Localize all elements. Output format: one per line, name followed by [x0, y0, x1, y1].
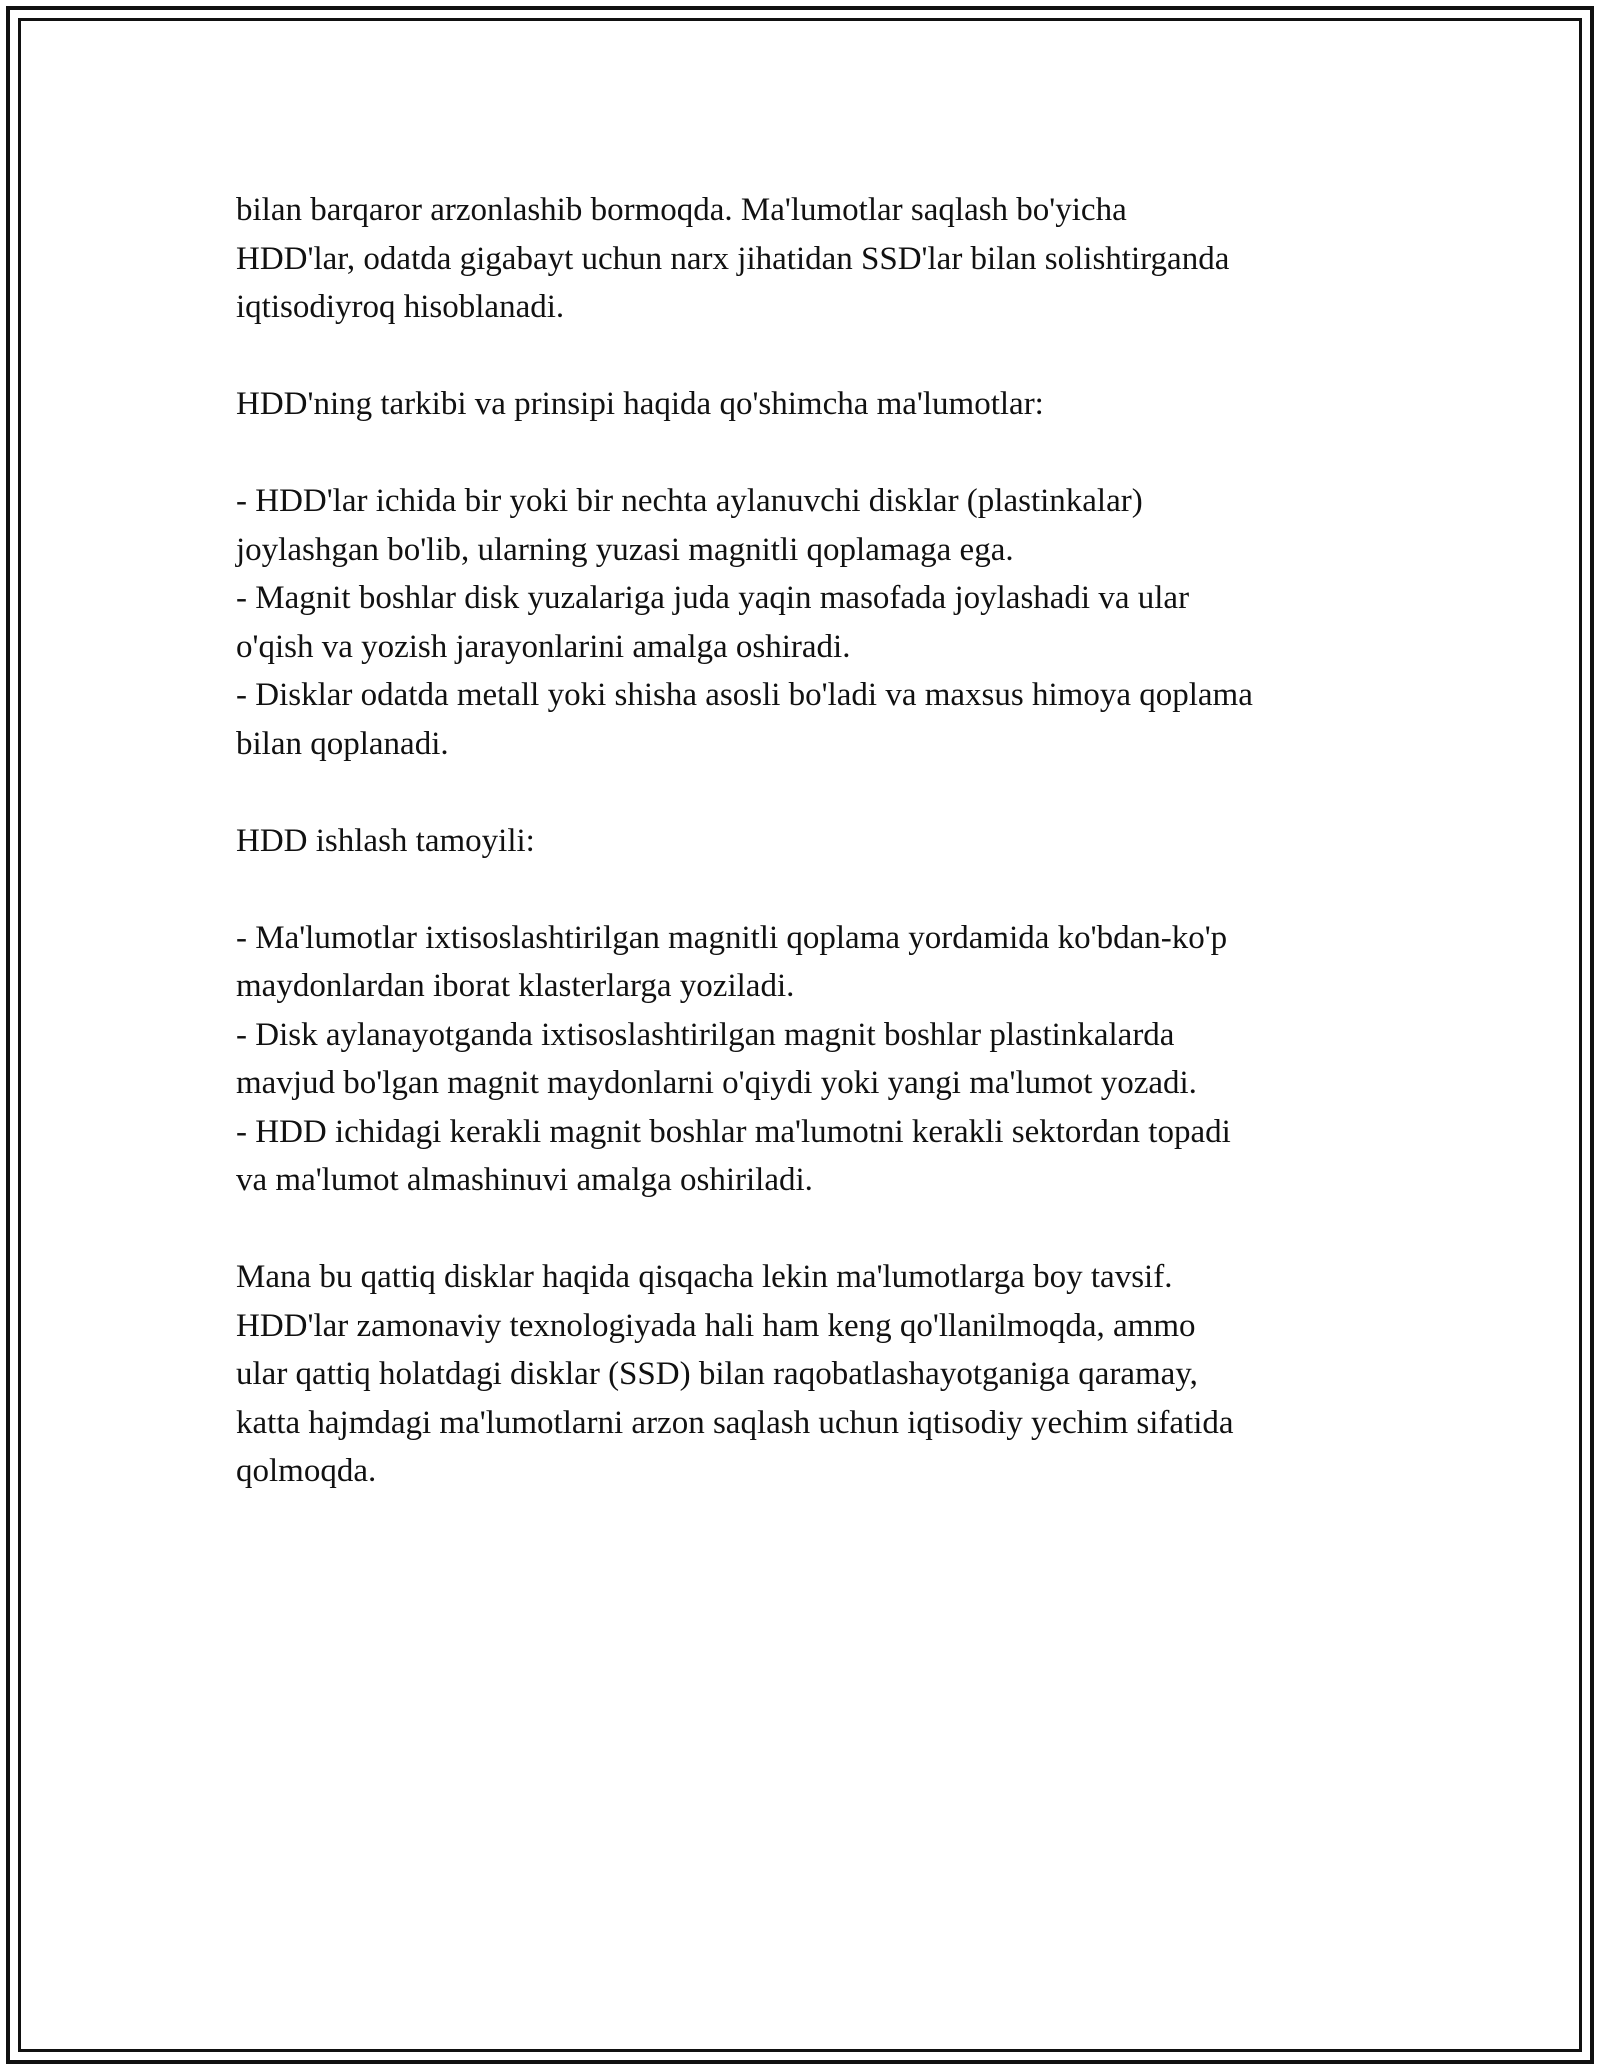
list-item-line: - HDD'lar ichida bir yoki bir nechta aylanuvchi disklar (plastinkalar)	[236, 483, 1143, 519]
list-item-line: - Disklar odatda metall yoki shisha asosli bo'ladi va maxsus himoya qoplama	[236, 677, 1253, 713]
paragraph-gap	[236, 429, 1396, 478]
text-line: katta hajmdagi ma'lumotlarni arzon saqlash uchun iqtisodiy yechim sifatida	[236, 1404, 1234, 1441]
paragraph-gap	[236, 865, 1396, 914]
text-line: ular qattiq holatdagi disklar (SSD) bilan raqobatlashayotganiga qaramay,	[236, 1356, 1198, 1392]
paragraph-principle-heading	[236, 817, 1396, 866]
list-item-line: - Ma'lumotlar ixtisoslashtirilgan magnitli qoplama yordamida ko'bdan-ko'p	[236, 919, 1228, 956]
text-line: Mana bu qattiq disklar haqida qisqacha lekin ma'lumotlarga boy tavsif.	[236, 1259, 1173, 1295]
document-body	[236, 186, 1396, 1496]
paragraph-structure-heading	[236, 380, 1396, 429]
list-item-line: - Magnit boshlar disk yuzalariga juda yaqin masofada joylashadi va ular	[236, 580, 1190, 616]
list-item-line: mavjud bo'lgan magnit maydonlarni o'qiydi yoki yangi ma'lumot yozadi.	[236, 1065, 1197, 1101]
section-heading: HDD'ning tarkibi va prinsipi haqida qo'shimcha ma'lumotlar:	[236, 386, 1044, 422]
list-item-line: - Disk aylanayotganda ixtisoslashtirilgan magnit boshlar plastinkalarda	[236, 1016, 1175, 1053]
text-line: bilan barqaror arzonlashib bormoqda. Ma'lumotlar saqlash bo'yicha	[236, 192, 1127, 228]
list-item-line: maydonlardan iborat klasterlarga yoziladi.	[236, 968, 795, 1004]
text-line: qolmoqda.	[236, 1453, 377, 1489]
paragraph-gap	[236, 768, 1396, 817]
paragraph-gap	[236, 332, 1396, 381]
list-item-line: va ma'lumot almashinuvi amalga oshiriladi.	[236, 1162, 813, 1198]
text-line: iqtisodiyroq hisoblanadi.	[236, 289, 565, 325]
paragraph-conclusion	[236, 1253, 1396, 1496]
section-heading: HDD ishlash tamoyili:	[236, 822, 535, 859]
list-item-line: bilan qoplanadi.	[236, 725, 449, 762]
paragraph-gap	[236, 1205, 1396, 1254]
text-line: HDD'lar zamonaviy texnologiyada hali ham keng qo'llanilmoqda, ammo	[236, 1307, 1196, 1344]
paragraph-storage-cost	[236, 186, 1396, 332]
list-principle	[236, 914, 1396, 1205]
list-structure	[236, 477, 1396, 768]
list-item-line: o'qish va yozish jarayonlarini amalga oshiradi.	[236, 628, 851, 665]
text-line: HDD'lar, odatda gigabayt uchun narx jihatidan SSD'lar bilan solishtirganda	[236, 240, 1230, 277]
list-item-line: joylashgan bo'lib, ularning yuzasi magnitli qoplamaga ega.	[236, 531, 1014, 568]
list-item-line: - HDD ichidagi kerakli magnit boshlar ma'lumotni kerakli sektordan topadi	[236, 1113, 1231, 1150]
